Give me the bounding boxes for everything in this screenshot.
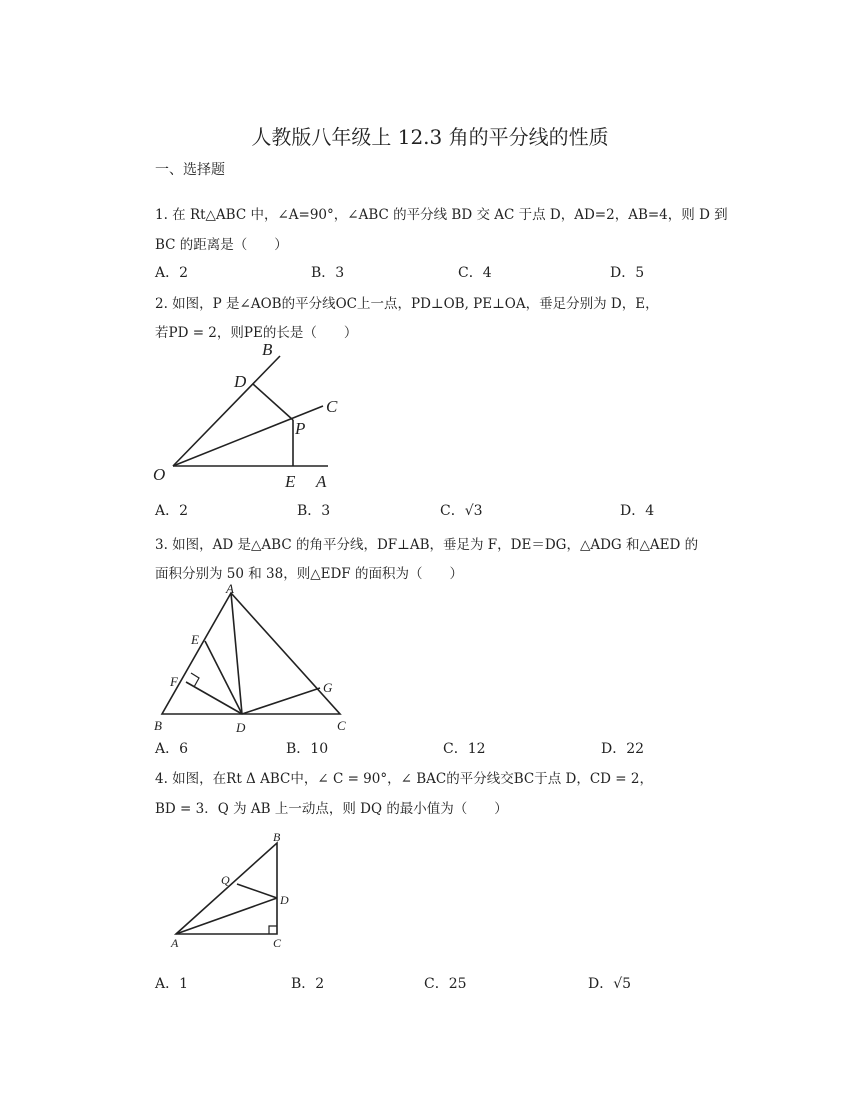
q1-option-a[interactable]: A．2 [155, 265, 189, 281]
label-g: G [323, 680, 333, 695]
label-b: B [154, 718, 162, 733]
q4-figure [160, 825, 310, 955]
q2-option-b[interactable]: B．3 [297, 503, 331, 519]
ray-ob [173, 356, 280, 466]
q4-stem-line2: BD = 3．Q 为 AB 上一动点，则 DQ 的最小值为（ ） [155, 801, 508, 817]
triangle-abc [176, 843, 277, 934]
label-b: B [262, 340, 273, 359]
segment-pd [253, 384, 293, 420]
q3-option-b[interactable]: B．10 [286, 741, 329, 757]
q3-stem-line2: 面积分别为 50 和 38，则△EDF 的面积为（ ） [155, 566, 463, 582]
label-d: D [234, 372, 247, 391]
triangle-abc [162, 593, 340, 714]
q2-stem-line1: 2. 如图，P 是∠AOB的平分线OC上一点，PD⊥OB, PE⊥OA，垂足分别为 D，E， [155, 296, 659, 312]
q2-option-a[interactable]: A．2 [155, 503, 189, 519]
q4-option-a[interactable]: A．1 [155, 976, 189, 992]
segment-ad [176, 898, 277, 934]
q3-figure [150, 580, 360, 738]
label-d: D [280, 893, 289, 907]
label-a: A [226, 581, 234, 596]
q2-option-d[interactable]: D．4 [620, 503, 655, 519]
label-o: O [153, 465, 166, 484]
q3-option-d[interactable]: D．22 [601, 741, 645, 757]
q4-option-d[interactable]: D．√5 [588, 976, 632, 992]
q1-option-b[interactable]: B．3 [311, 265, 345, 281]
q1-option-c[interactable]: C．4 [458, 265, 492, 281]
q1-stem-line1: 1. 在 Rt△ABC 中，∠A=90°，∠ABC 的平分线 BD 交 AC 于点 D，AD=2，AB=4，则 D 到 [155, 207, 728, 223]
page-title: 人教版八年级上 12.3 角的平分线的性质 [251, 125, 609, 149]
label-d: D [236, 720, 246, 735]
segment-gd [242, 688, 320, 714]
q1-stem-line2: BC 的距离是（ ） [155, 237, 288, 253]
label-a: A [316, 472, 327, 491]
q3-option-a[interactable]: A．6 [155, 741, 189, 757]
label-p: P [295, 419, 306, 438]
label-e: E [285, 472, 296, 491]
q2-option-c[interactable]: C．√3 [440, 503, 483, 519]
section-heading: 一、选择题 [155, 162, 225, 178]
label-e: E [191, 632, 199, 647]
q4-option-c[interactable]: C．25 [424, 976, 467, 992]
label-f: F [170, 674, 178, 689]
q3-stem-line1: 3. 如图，AD 是△ABC 的角平分线，DF⊥AB，垂足为 F，DE＝DG，△ADG 和△AED 的 [155, 537, 699, 553]
label-c: C [326, 397, 338, 416]
q4-option-b[interactable]: B．2 [291, 976, 325, 992]
label-q: Q [221, 873, 230, 887]
q2-figure [150, 340, 360, 492]
label-a: A [171, 936, 179, 950]
q2-stem-line2: 若PD = 2，则PE的长是（ ） [155, 325, 358, 341]
q4-stem-line1: 4. 如图，在Rt Δ ABC中，∠ C = 90°，∠ BAC的平分线交BC于点 D，CD = 2， [155, 771, 653, 787]
label-c: C [337, 718, 346, 733]
right-angle-marker [269, 926, 277, 934]
label-c: C [273, 936, 282, 950]
label-b: B [273, 830, 281, 844]
q1-option-d[interactable]: D．5 [610, 265, 645, 281]
q3-option-c[interactable]: C．12 [443, 741, 486, 757]
segment-qd [237, 884, 277, 898]
